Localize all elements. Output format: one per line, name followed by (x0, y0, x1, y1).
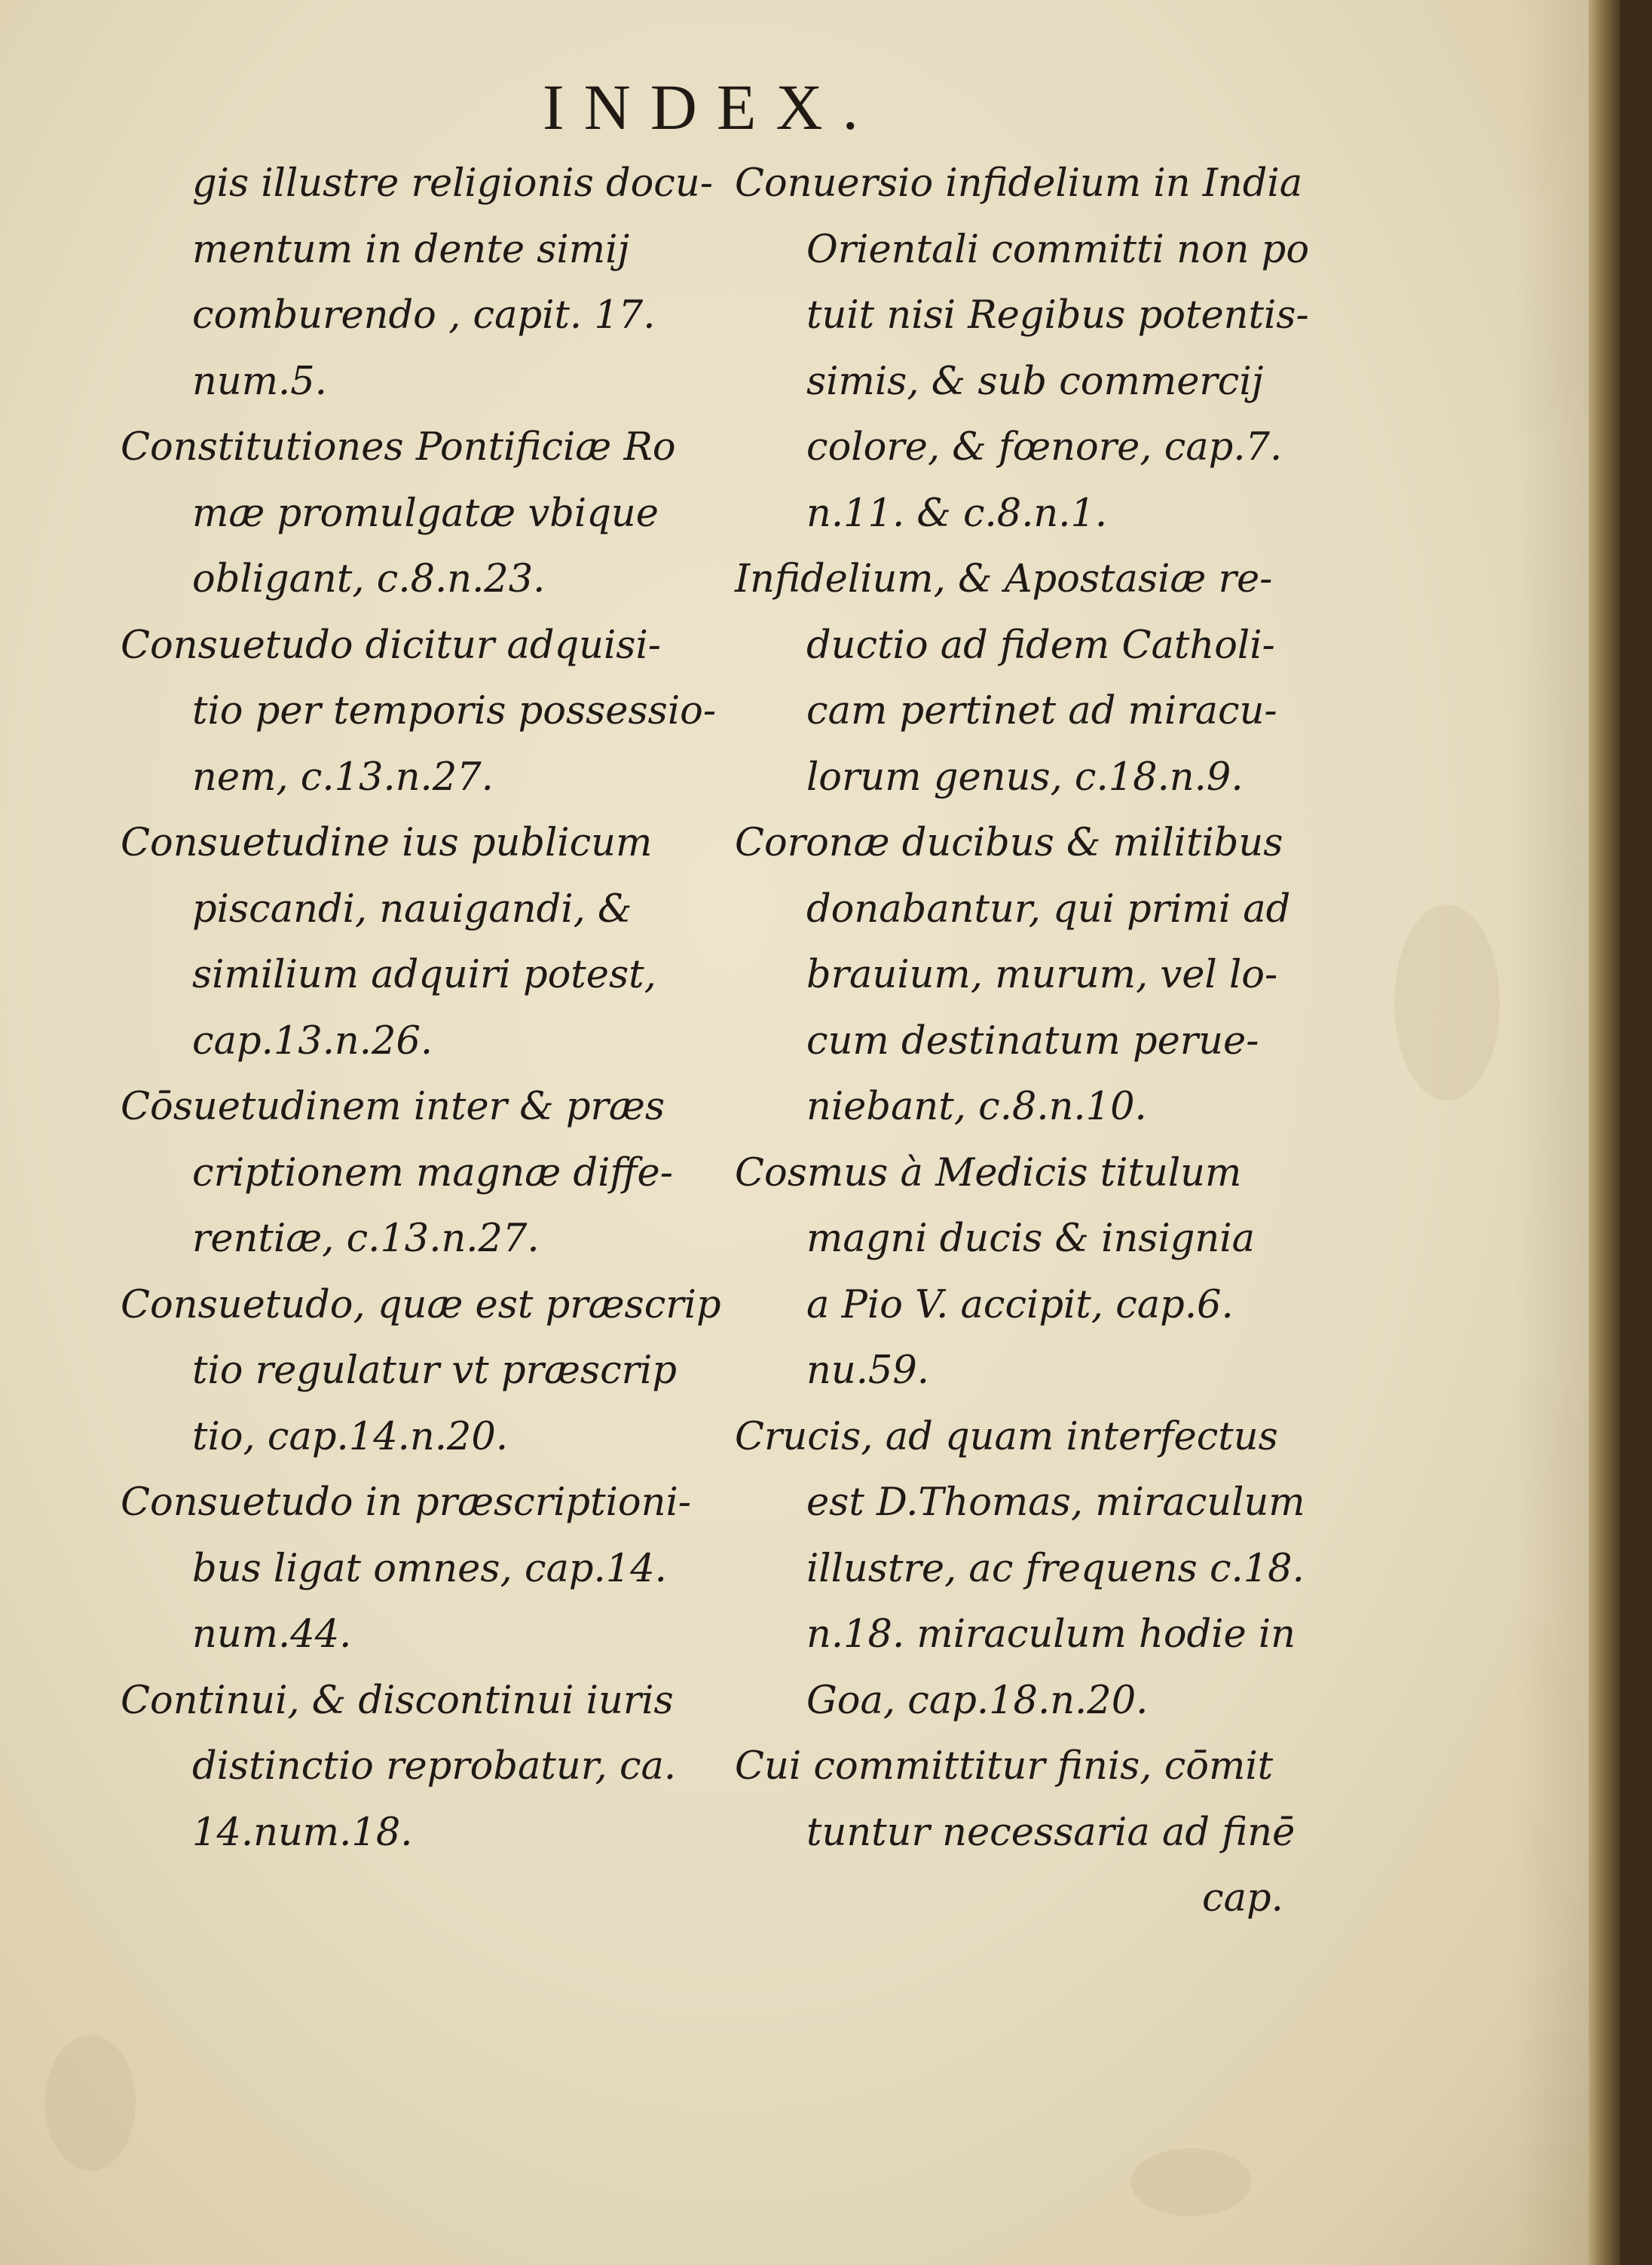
index-line: nem, c.13.n.27. (192, 754, 494, 800)
index-line: Consuetudine ius publicum (121, 821, 653, 865)
index-column-right (735, 151, 1360, 1932)
index-line: lorum genus, c.18.n.9. (806, 754, 1244, 800)
paper-stain (45, 2035, 136, 2171)
index-line: piscandi, nauigandi, & (192, 886, 632, 932)
index-line: Consuetudo dicitur adquisi- (121, 623, 662, 668)
index-line: n.18. miraculum hodie in (806, 1612, 1296, 1657)
index-column-left (121, 151, 724, 1866)
index-line: gis illustre religionis docu- (192, 161, 713, 206)
index-line: Crucis, ad quam interfectus (735, 1414, 1278, 1459)
index-line: simis, & sub commercij (806, 359, 1264, 404)
index-line: magni ducis & insignia (806, 1217, 1255, 1261)
index-line: Conuersio infidelium in India (735, 161, 1303, 206)
index-line: Continui, & discontinui iuris (121, 1678, 674, 1723)
index-line: Orientali committi non po (806, 227, 1310, 272)
index-line: rentiæ, c.13.n.27. (192, 1217, 540, 1261)
index-line: donabantur, qui primi ad (806, 886, 1291, 932)
index-line: Constitutiones Pontificiæ Ro (121, 425, 676, 470)
index-line: illustre, ac frequens c.18. (806, 1546, 1305, 1591)
index-line: similium adquiri potest, (192, 953, 656, 997)
index-line: Cosmus à Medicis titulum (735, 1150, 1242, 1195)
index-line: nu.59. (806, 1348, 930, 1393)
index-line: Coronæ ducibus & militibus (735, 821, 1283, 865)
index-line: mentum in dente simij (192, 227, 630, 272)
index-line: distinctio reprobatur, ca. (192, 1744, 677, 1789)
paper-stain (1394, 904, 1500, 1100)
index-line: 14.num.18. (192, 1810, 413, 1855)
index-line: bus ligat omnes, cap.14. (192, 1546, 667, 1591)
page-header: INDEX. (543, 71, 878, 143)
index-line: num.5. (192, 359, 327, 404)
index-line: cum destinatum perue- (806, 1018, 1259, 1064)
index-line: tio regulatur vt præscrip (192, 1348, 677, 1393)
index-line: ductio ad fidem Catholi- (806, 623, 1275, 668)
index-line: cam pertinet ad miracu- (806, 689, 1277, 733)
index-line: comburendo , capit. 17. (192, 293, 656, 338)
index-line: n.11. & c.8.n.1. (806, 491, 1108, 536)
index-line: Cui committitur finis, cōmit (735, 1744, 1274, 1789)
index-line: Consuetudo, quæ est præscrip (121, 1282, 721, 1327)
index-line: cap.13.n.26. (192, 1018, 433, 1064)
index-line: a Pio V. accipit, cap.6. (806, 1282, 1234, 1327)
index-line: cap. (1202, 1876, 1283, 1921)
page-edge (1589, 0, 1620, 2265)
index-line: tio per temporis possessio- (192, 689, 717, 733)
index-line: est D.Thomas, miraculum (806, 1480, 1305, 1525)
index-line: obligant, c.8.n.23. (192, 557, 546, 601)
index-line: brauium, murum, vel lo- (806, 953, 1278, 997)
index-line: Consuetudo in præscriptioni- (121, 1480, 691, 1525)
index-line: criptionem magnæ diffe- (192, 1150, 673, 1195)
index-line: num.44. (192, 1612, 352, 1657)
index-line: colore, & fœnore, cap.7. (806, 425, 1283, 470)
index-line: mæ promulgatæ vbique (192, 491, 659, 536)
index-line: niebant, c.8.n.10. (806, 1085, 1147, 1129)
index-line: tio, cap.14.n.20. (192, 1414, 509, 1459)
index-line: Infidelium, & Apostasiæ re- (735, 557, 1273, 601)
index-line: tuntur necessaria ad finē (806, 1810, 1296, 1855)
index-line: tuit nisi Regibus potentis- (806, 293, 1309, 338)
index-line: Cōsuetudinem inter & præs (121, 1085, 665, 1129)
index-line: Goa, cap.18.n.20. (806, 1678, 1149, 1723)
paper-stain (1130, 2148, 1251, 2216)
